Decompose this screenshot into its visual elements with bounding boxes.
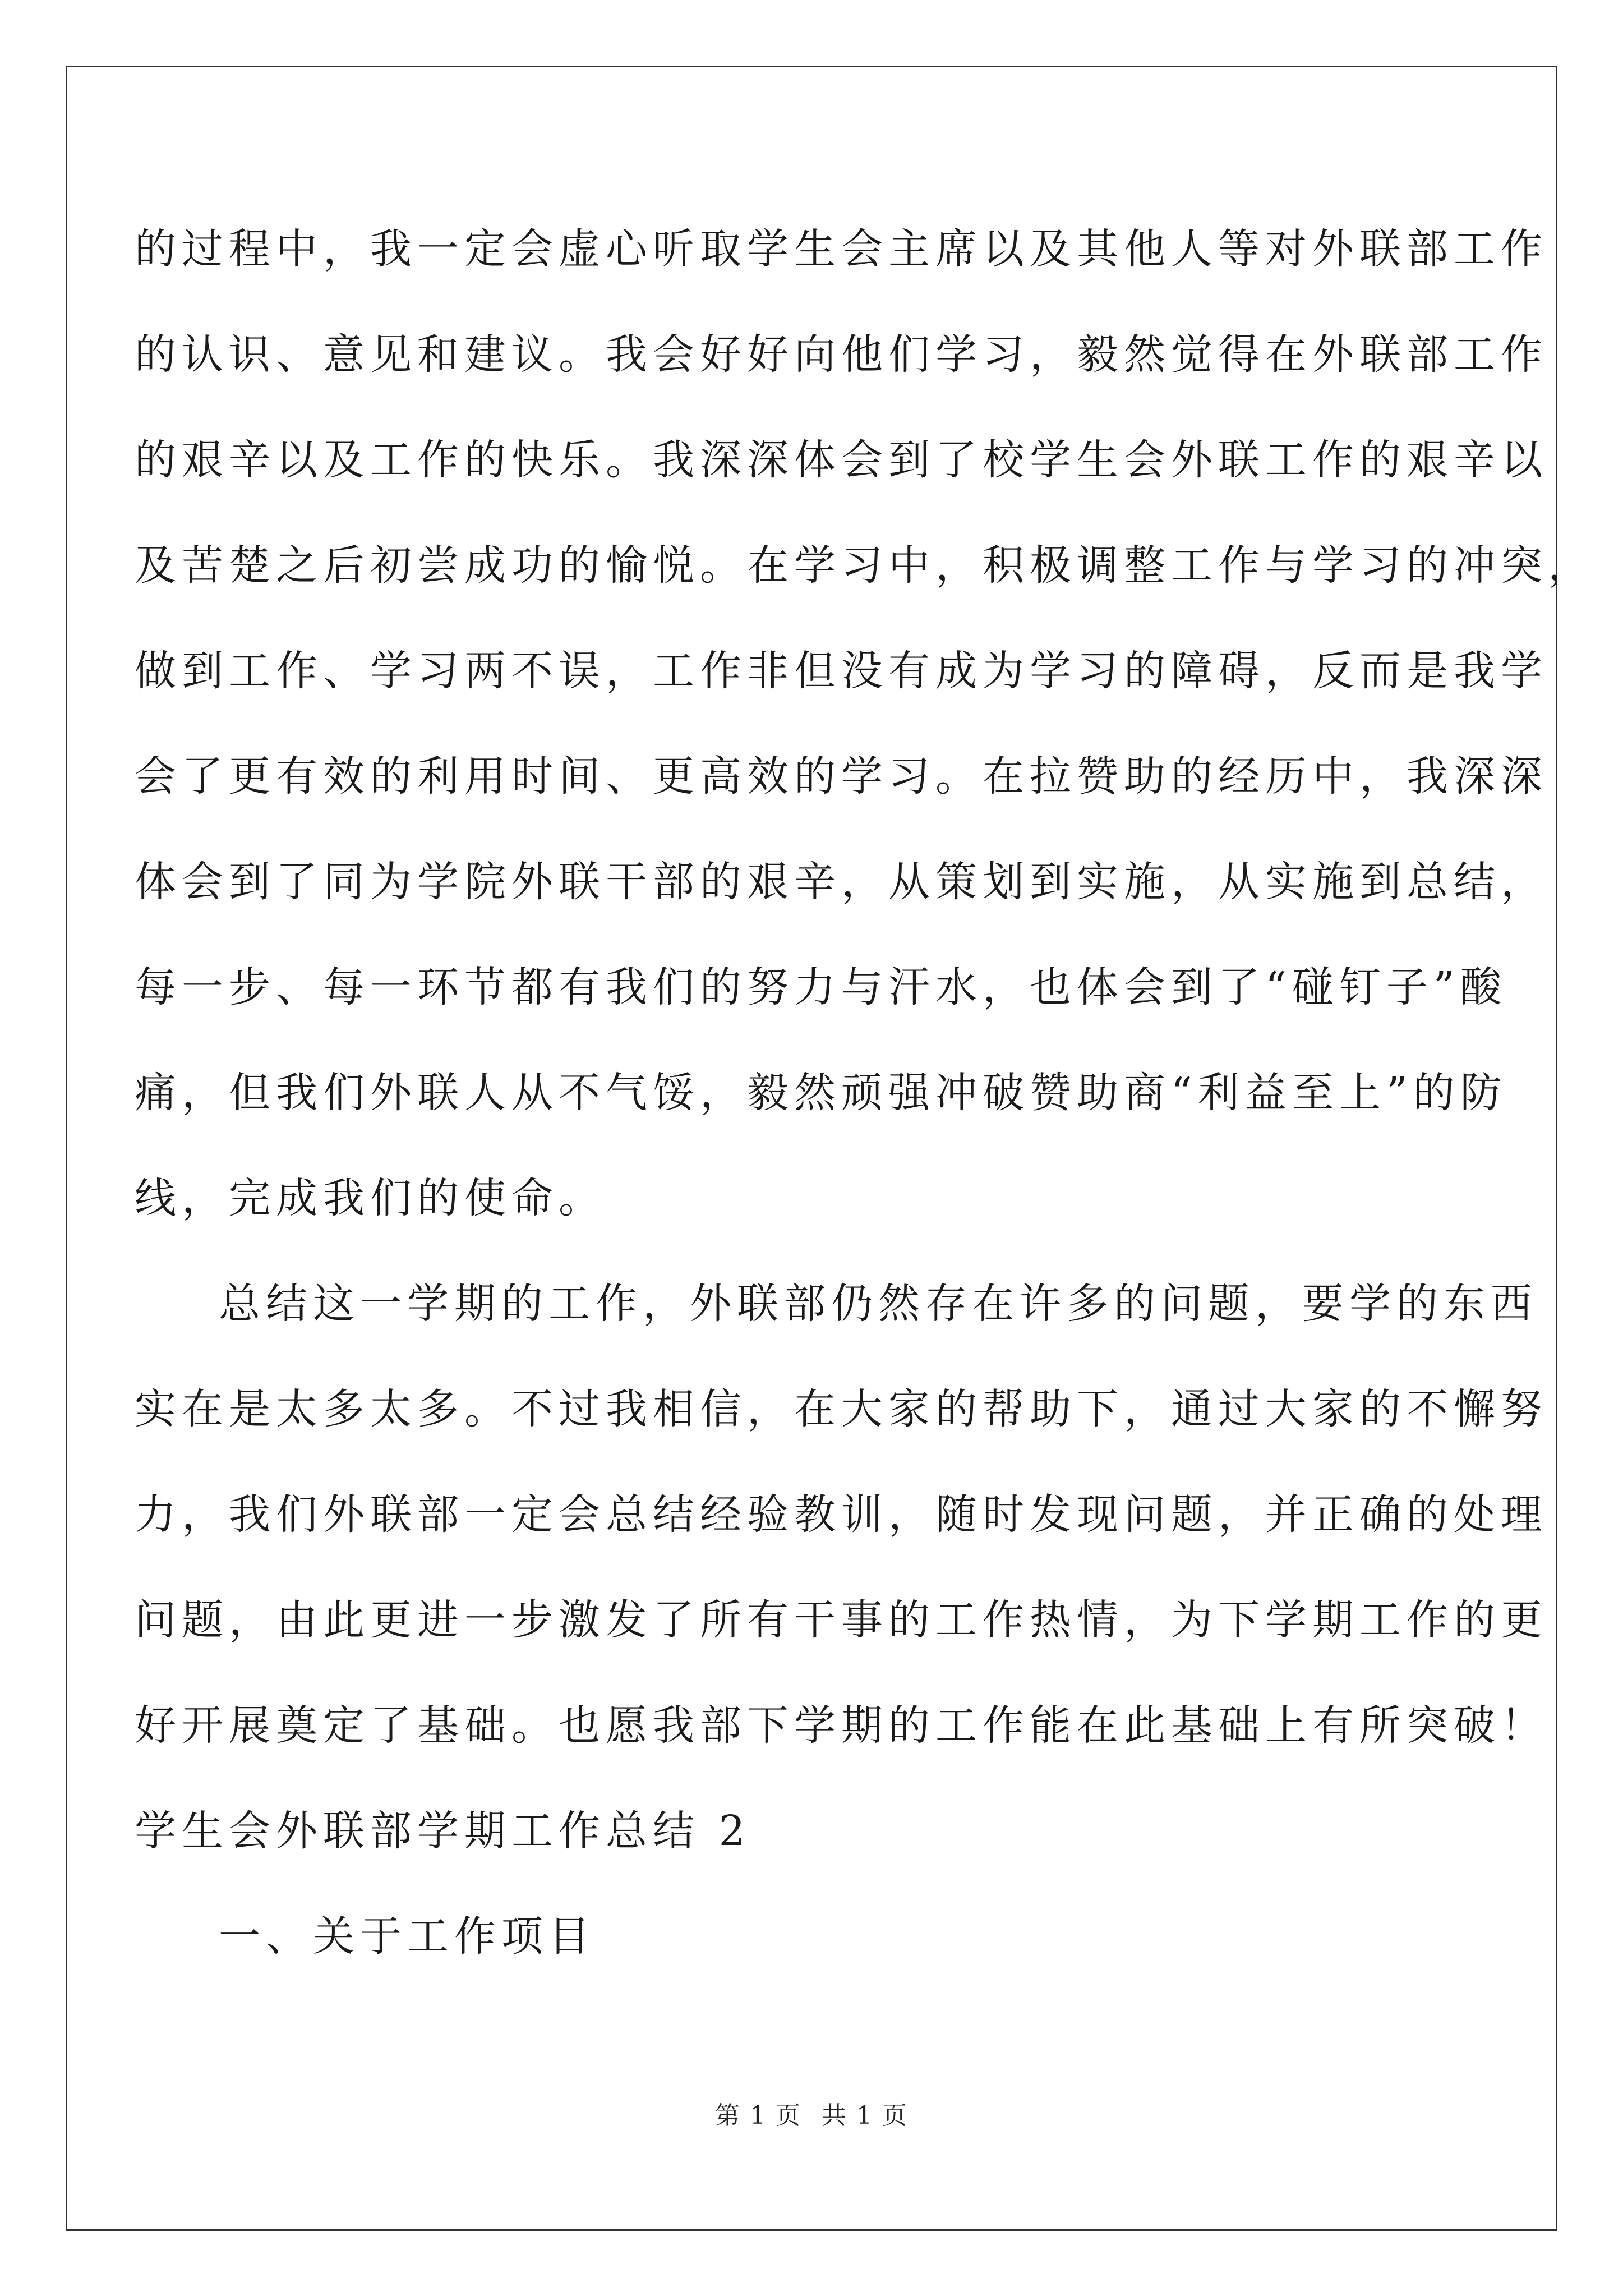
text-line: 的艰辛以及工作的快乐。我深深体会到了校学生会外联工作的艰辛以 — [135, 436, 1548, 484]
text-line: 问题，由此更进一步激发了所有干事的工作热情，为下学期工作的更 — [135, 1596, 1548, 1644]
page-total: 共 1 页 — [822, 2101, 908, 2130]
subsection-title: 一、关于工作项目 — [219, 1912, 596, 1961]
paragraph-1 — [135, 196, 1595, 1251]
text-line: 的认识、意见和建议。我会好好向他们学习，毅然觉得在外联部工作 — [135, 330, 1548, 379]
text-line: 痛，但我们外联人从不气馁，毅然顽强冲破赞助商“利益至上”的防 — [135, 1069, 1507, 1117]
page-number: 第 1 页 — [715, 2101, 801, 2130]
text-line: 线，完成我们的使命。 — [135, 1174, 606, 1222]
section-title: 学生会外联部学期工作总结 2 — [135, 1807, 751, 1855]
text-line: 实在是太多太多。不过我相信，在大家的帮助下，通过大家的不懈努 — [135, 1385, 1548, 1433]
text-line: 体会到了同为学院外联干部的艰辛，从策划到实施，从实施到总结， — [135, 858, 1548, 906]
text-line: 会了更有效的利用时间、更高效的学习。在拉赞助的经历中，我深深 — [135, 752, 1548, 800]
text-line: 好开展奠定了基础。也愿我部下学期的工作能在此基础上有所突破！ — [135, 1701, 1548, 1750]
page-footer — [0, 2095, 1623, 2131]
text-line: 总结这一学期的工作，外联部仍然存在许多的问题，要学的东西 — [219, 1280, 1538, 1328]
paragraph-2 — [135, 1251, 1548, 1778]
text-line: 做到工作、学习两不误，工作非但没有成为学习的障碍，反而是我学 — [135, 647, 1548, 695]
text-line: 力，我们外联部一定会总结经验教训，随时发现问题，并正确的处理 — [135, 1490, 1548, 1539]
text-line: 及苦楚之后初尝成功的愉悦。在学习中，积极调整工作与学习的冲突， — [135, 541, 1595, 590]
text-line: 每一步、每一环节都有我们的努力与汗水，也体会到了“碰钉子”酸 — [135, 963, 1507, 1011]
text-line: 的过程中，我一定会虚心听取学生会主席以及其他人等对外联部工作 — [135, 225, 1548, 273]
document-body — [135, 196, 1595, 1989]
